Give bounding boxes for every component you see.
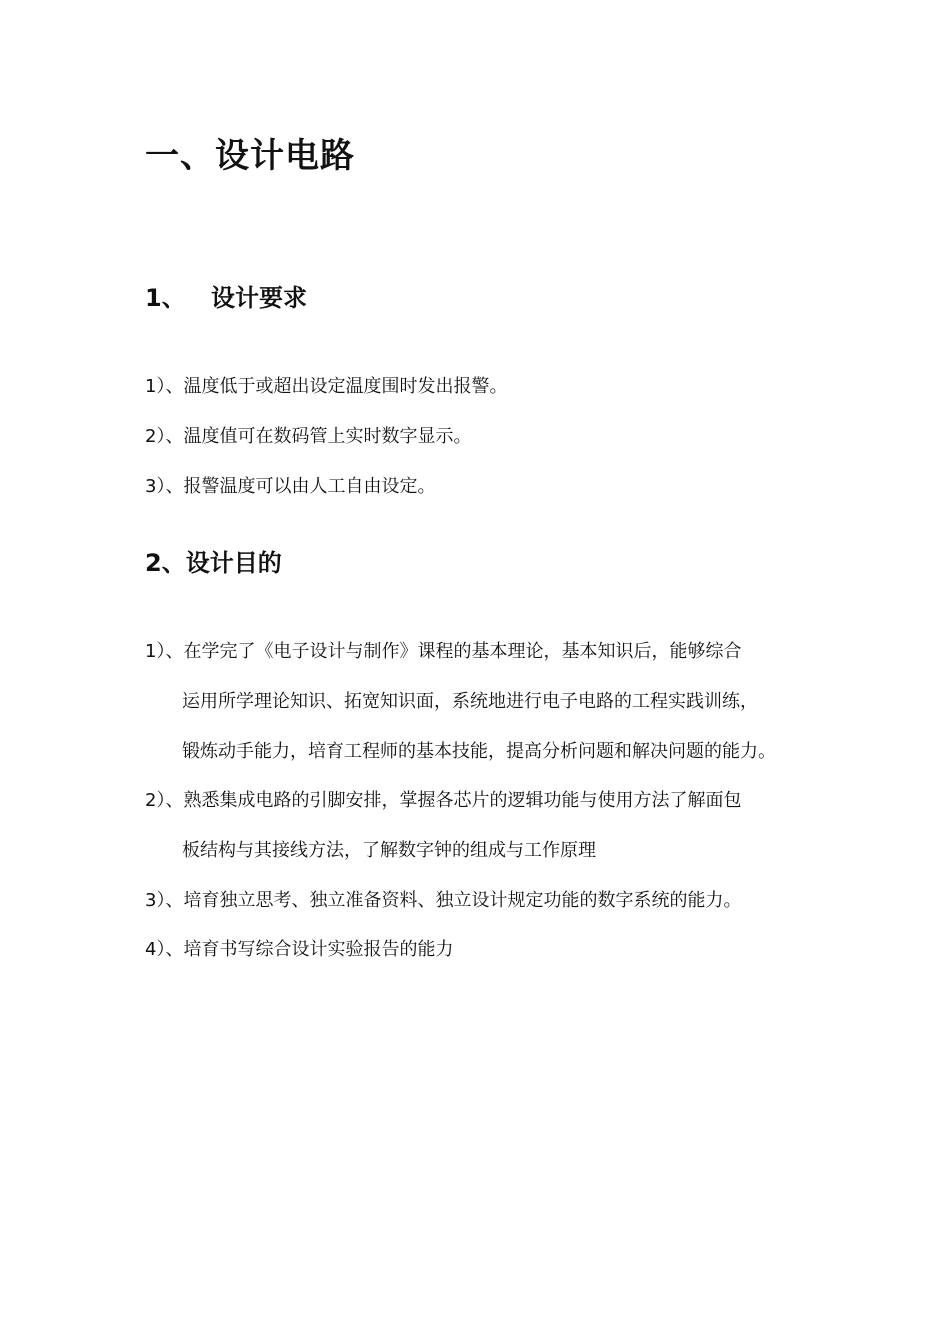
purpose-item-3-line-1: 3）、培育独立思考、独立准备资料、独立设计规定功能的数字系统的能力。 bbox=[145, 890, 742, 911]
purpose-item-2-line-2: 板结构与其接线方法，了解数字钟的组成与工作原理 bbox=[182, 840, 596, 861]
purpose-item-1-line-2: 运用所学理论知识、拓宽知识面，系统地进行电子电路的工程实践训练， bbox=[182, 691, 758, 712]
purpose-item-2-line-1: 2）、熟悉集成电路的引脚安排，掌握各芯片的逻辑功能与使用方法了解面包 bbox=[145, 790, 742, 811]
requirement-item-3: 3）、报警温度可以由人工自由设定。 bbox=[145, 476, 436, 497]
requirement-item-1: 1）、温度低于或超出设定温度围时发出报警。 bbox=[145, 376, 508, 397]
requirement-item-2: 2）、温度值可在数码管上实时数字显示。 bbox=[145, 426, 472, 447]
section1-heading bbox=[145, 278, 307, 313]
purpose-item-1-line-1: 1）、在学完了《电子设计与制作》课程的基本理论，基本知识后，能够综合 bbox=[145, 641, 742, 662]
section1-number: 1、 bbox=[145, 284, 186, 312]
purpose-item-4-line-1: 4）、培育书写综合设计实验报告的能力 bbox=[145, 939, 454, 960]
purpose-item-1-line-3: 锻炼动手能力，培育工程师的基本技能，提高分析问题和解决问题的能力。 bbox=[182, 741, 776, 762]
section1-title: 设计要求 bbox=[211, 284, 307, 312]
main-heading: 一、设计电路 bbox=[145, 136, 355, 176]
section2-heading: 2、设计目的 bbox=[145, 549, 282, 577]
